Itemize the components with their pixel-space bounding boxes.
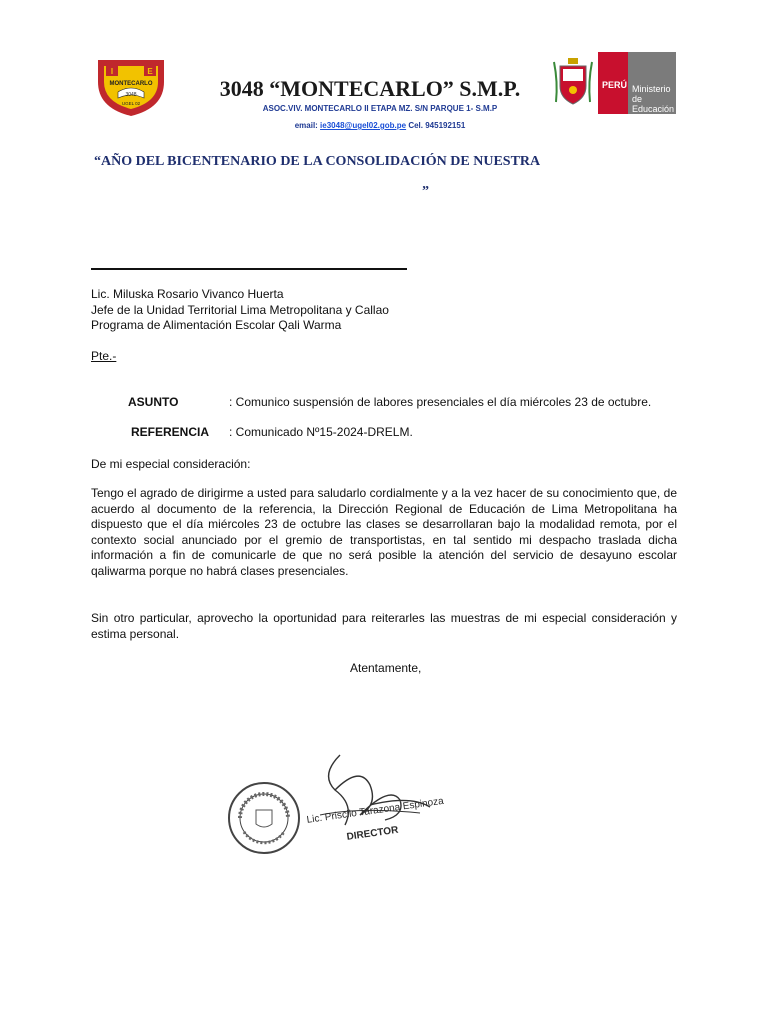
greeting: De mi especial consideración: bbox=[91, 457, 251, 471]
recipient-program: Programa de Alimentación Escolar Qali Warma bbox=[91, 318, 342, 332]
date-line bbox=[91, 268, 407, 270]
contact-phone: Cel. 945192151 bbox=[406, 121, 466, 130]
school-address: ASOC.VIV. MONTECARLO II ETAPA MZ. S/N PARQUE 1- S.M.P bbox=[262, 104, 498, 113]
reference-value: : Comunicado Nº15-2024-DRELM. bbox=[229, 425, 413, 439]
ministry-label bbox=[632, 84, 676, 114]
svg-text:MONTECARLO: MONTECARLO bbox=[109, 81, 153, 87]
recipient-block bbox=[91, 287, 389, 334]
school-crest-logo bbox=[92, 52, 170, 118]
official-seal-stamp bbox=[226, 780, 302, 856]
year-motto-close-quote: ” bbox=[422, 184, 429, 199]
recipient-name: Lic. Miluska Rosario Vivanco Huerta bbox=[91, 287, 284, 301]
svg-text:3048: 3048 bbox=[125, 92, 137, 98]
ministry-label-line1: Ministerio bbox=[632, 84, 671, 94]
email-link[interactable]: ie3048@ugel02.gob.pe bbox=[320, 121, 407, 130]
body-paragraph-1: Tengo el agrado de dirigirme a usted para saludarlo cordialmente y a la vez hacer de su conocimiento que, de acuerdo al documento de la referencia, la Dirección Regional de Educación de Lima Metropolitana ha dispuesto que el día miércoles 23 de octubre las clases se desarrollaran bajo la modalidad remota, por el contexto social anunciado por el gremio de transportistas, en tal sentido mi despacho traslada dicha información a fin de comunicarle de que no será posible la atención del servicio de desayuno escolar qaliwarma porque no habrá clases presenciales. bbox=[91, 486, 677, 578]
svg-text:E: E bbox=[147, 67, 153, 76]
ministry-label-line2: de Educación bbox=[632, 94, 675, 114]
signatory-title: DIRECTOR bbox=[346, 824, 400, 843]
body-paragraph-2: Sin otro particular, aprovecho la oportunidad para reiterarles las muestras de mi especial consideración y estima personal. bbox=[91, 611, 677, 641]
svg-text:I: I bbox=[110, 67, 114, 76]
svg-text:UGEL 02: UGEL 02 bbox=[121, 101, 141, 106]
year-motto: “AÑO DEL BICENTENARIO DE LA CONSOLIDACIÓN DE NUESTRA bbox=[94, 154, 541, 169]
contact-prefix: email: bbox=[294, 121, 321, 130]
recipient-position: Jefe de la Unidad Territorial Lima Metropolitana y Callao bbox=[91, 302, 389, 317]
school-contact bbox=[230, 121, 530, 130]
closing: Atentamente, bbox=[350, 661, 422, 675]
school-name: 3048 “MONTECARLO” S.M.P. bbox=[219, 76, 521, 101]
pte-label: Pte.- bbox=[91, 349, 117, 363]
peru-label: PERÚ bbox=[602, 80, 628, 90]
subject-value: : Comunico suspensión de labores presenciales el día miércoles 23 de octubre. bbox=[229, 395, 652, 409]
reference-label: REFERENCIA bbox=[131, 425, 210, 439]
signatory-name: Lic. Priscilo Tarazona Espinoza bbox=[306, 795, 445, 826]
subject-label: ASUNTO bbox=[128, 395, 179, 409]
